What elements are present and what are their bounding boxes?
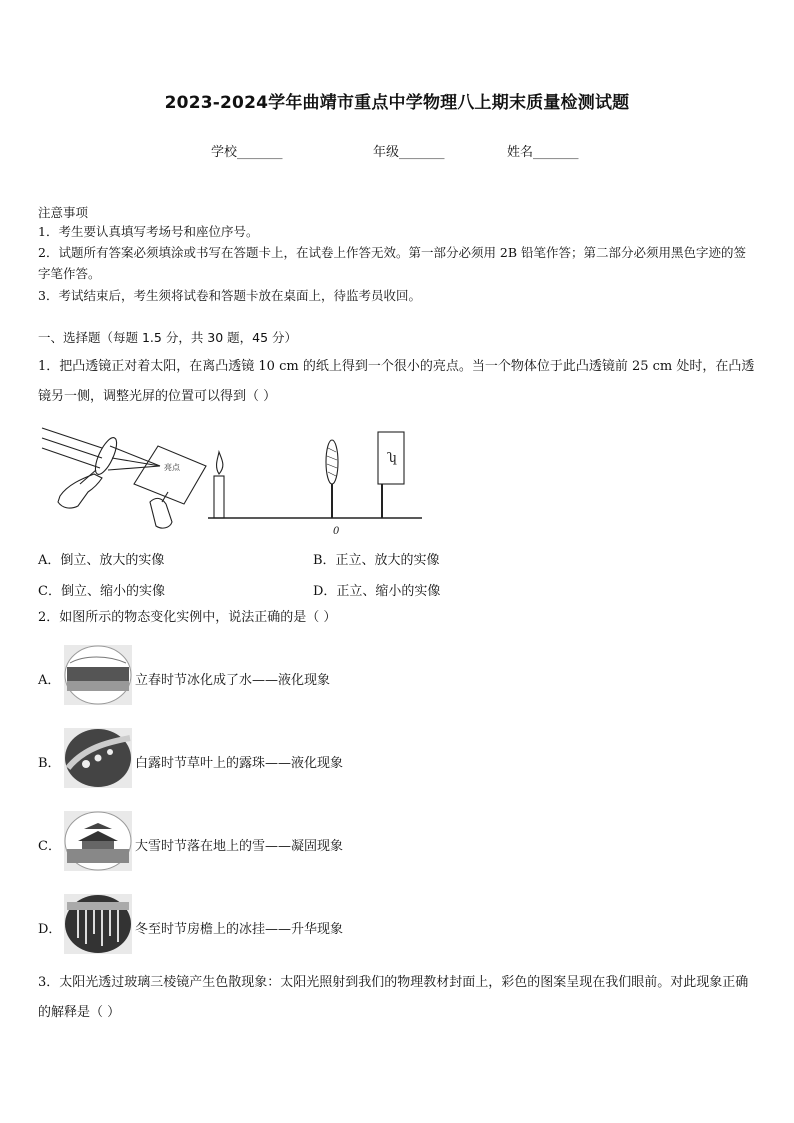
name-field: 姓名_______ xyxy=(507,145,579,160)
origin-label: 0 xyxy=(333,526,340,537)
school-field: 学校_______ xyxy=(211,145,283,160)
note-item-1: 1．考生要认真填写考场号和座位序号。 xyxy=(38,224,259,239)
question-2-stem: 2．如图所示的物态变化实例中，说法正确的是（ ） xyxy=(38,610,337,625)
q2-option-a-letter[interactable]: A． xyxy=(38,673,61,688)
question-1-stem: 1．把凸透镜正对着太阳，在离凸透镜 10 cm 的纸上得到一个很小的亮点。当一个物体位于此凸透镜前 25 cm 处时，在凸透镜另一侧，调整光屏的位置可以得到（ ） xyxy=(38,359,755,404)
heavy-snow-image xyxy=(64,811,132,871)
question-3-stem: 3．太阳光透过玻璃三棱镜产生色散现象：太阳光照射到我们的物理教材封面上，彩色的图案呈现在我们眼前。对此现象正确的解释是（ ） xyxy=(38,975,749,1020)
q2-option-c-text[interactable]: 大雪时节落在地上的雪——凝固现象 xyxy=(135,839,344,854)
lens-experiment-figure xyxy=(38,422,428,540)
note-item-3: 3．考试结束后，考生须将试卷和答题卡放在桌面上，待监考员收回。 xyxy=(38,288,421,303)
section-heading: 一、选择题（每题 1.5 分，共 30 题，45 分） xyxy=(38,330,298,345)
svg-text:ʮ: ʮ xyxy=(386,451,398,466)
q2-option-d-letter[interactable]: D． xyxy=(38,922,62,937)
notes-heading: 注意事项 xyxy=(38,205,89,220)
q1-option-b[interactable]: B．正立、放大的实像 xyxy=(313,553,440,568)
white-dew-image xyxy=(64,728,132,788)
q1-option-d[interactable]: D．正立、缩小的实像 xyxy=(313,584,441,599)
q2-option-b-text[interactable]: 白露时节草叶上的露珠——液化现象 xyxy=(135,756,344,771)
q2-option-c-letter[interactable]: C． xyxy=(38,839,61,854)
q1-option-a[interactable]: A．倒立、放大的实像 xyxy=(38,553,165,568)
spring-ice-melting-image xyxy=(64,645,132,705)
note-item-2: 2．试题所有答案必须填涂或书写在答题卡上，在试卷上作答无效。第一部分必须用 2B 铅笔作答；第二部分必须用黑色字迹的签字笔作答。 xyxy=(38,245,747,281)
q2-option-d-text[interactable]: 冬至时节房檐上的冰挂——升华现象 xyxy=(135,922,344,937)
q1-option-c[interactable]: C．倒立、缩小的实像 xyxy=(38,584,165,599)
q2-option-b-letter[interactable]: B． xyxy=(38,756,61,771)
winter-icicle-image xyxy=(64,894,132,954)
page-title: 2023-2024学年曲靖市重点中学物理八上期末质量检测试题 xyxy=(164,93,630,113)
q2-option-a-text[interactable]: 立春时节冰化成了水——液化现象 xyxy=(135,673,331,688)
grade-field: 年级_______ xyxy=(373,145,445,160)
bright-spot-label: 亮点 xyxy=(164,463,180,472)
